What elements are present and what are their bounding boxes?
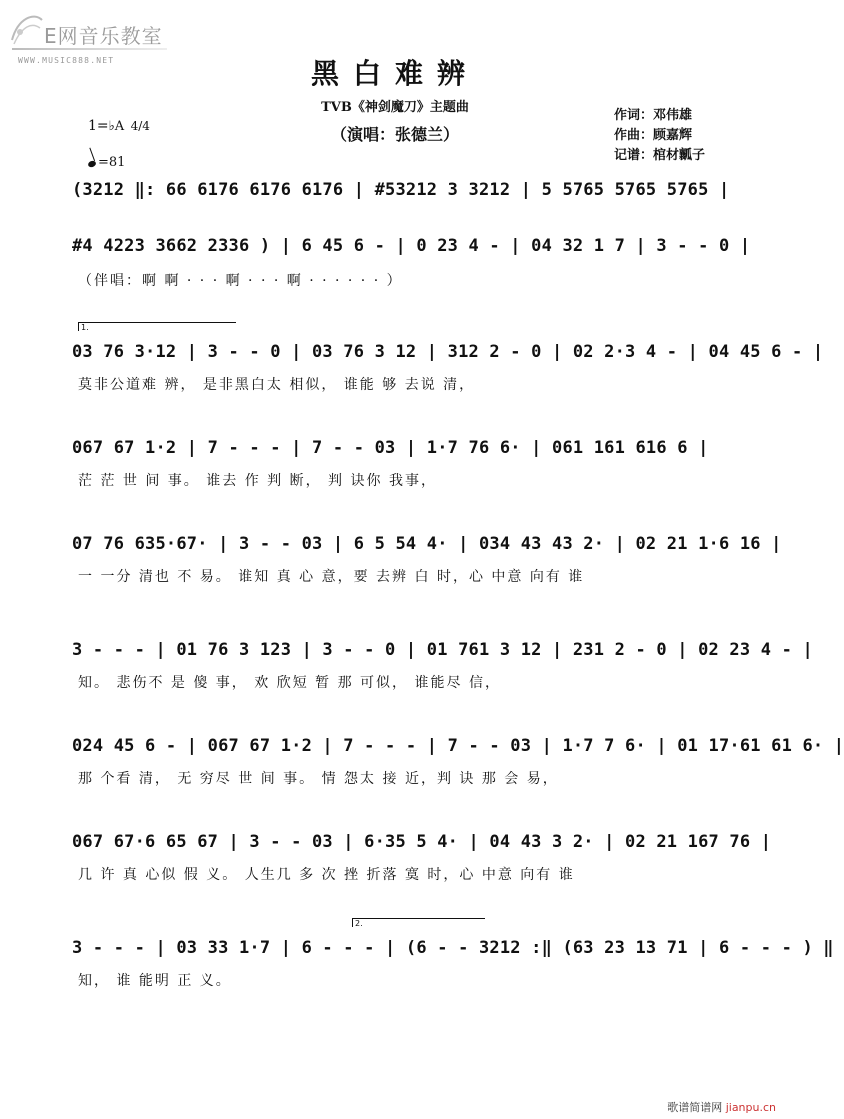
notation-row-5: 07 76 635·67· | 3 - - 03 | 6 5 54 4· | 034 43 43 2· | 02 21 1·6 16 | — [72, 534, 782, 554]
lyric-row-6: 知。 悲伤不 是 傻 事， 欢 欣短 暂 那 可似， 谁能尽 信， — [78, 675, 501, 691]
song-subtitle: TVB《神剑魔刀》主题曲 — [321, 100, 469, 115]
footer-watermark — [667, 1099, 776, 1115]
notation-row-4: 067 67 1·2 | 7 - - - | 7 - - 03 | 1·7 76 6· | 061 161 616 6 | — [72, 438, 709, 458]
notation-row-6: 3 - - - | 01 76 3 123 | 3 - - 0 | 01 761 3 12 | 231 2 - 0 | 02 23 4 - | — [72, 640, 813, 660]
time-signature: 4/4 — [130, 119, 150, 133]
key-signature — [88, 118, 150, 134]
footer-label: 歌谱简谱网 — [667, 1101, 723, 1114]
logo-name: E网音乐教室 — [44, 24, 163, 48]
logo-underline — [12, 48, 167, 50]
lyric-row-8: 几 许 真 心似 假 义。 人生几 多 次 挫 折落 寞 时，心 中意 向有 谁 — [78, 867, 575, 883]
quarter-note-icon — [87, 160, 97, 168]
notation-row-1: (3212 ‖: 66 6176 6176 6176 | #53212 3 3212 | 5 5765 5765 5765 | — [72, 180, 730, 200]
tempo-marking — [88, 155, 125, 170]
first-ending-bracket: 1. — [78, 322, 236, 331]
notation-row-8: 067 67·6 65 67 | 3 - - 03 | 6·35 5 4· | 04 43 3 2· | 02 21 167 76 | — [72, 832, 772, 852]
key-flat: ♭A — [108, 119, 125, 134]
song-title: 黑白难辨 — [310, 57, 479, 90]
notation-row-2: #4 4223 3662 2336 ) | 6 45 6 - | 0 23 4 - | 04 32 1 7 | 3 - - 0 | — [72, 236, 751, 256]
logo-swirl-icon — [8, 10, 44, 46]
composer-credit: 作曲：顾嘉辉 — [614, 128, 693, 143]
notation-row-9: 3 - - - | 03 33 1·7 | 6 - - - | (6 - - 3212 :‖ (63 23 13 71 | 6 - - - ) ‖ — [72, 938, 834, 958]
second-ending-bracket: 2. — [352, 918, 485, 927]
notation-row-3: 03 76 3·12 | 3 - - 0 | 03 76 3 12 | 312 2 - 0 | 02 2·3 4 - | 04 45 6 - | — [72, 342, 824, 362]
lyricist-credit: 作词：邓伟雄 — [614, 108, 693, 123]
lyric-row-9: 知， 谁 能明 正 义。 — [78, 973, 232, 989]
lyric-row-5: 一 一分 清也 不 易。 谁知 真 心 意，要 去辨 白 时，心 中意 向有 谁 — [78, 569, 585, 585]
logo-url: WWW.MUSIC888.NET — [18, 56, 115, 65]
lyric-row-3: 莫非公道难 辨， 是非黑白太 相似， 谁能 够 去说 清， — [78, 377, 476, 393]
lyric-row-2: （伴唱：啊 啊 · · · 啊 · · · 啊 · · · · · · ） — [78, 273, 403, 289]
notation-row-7: 024 45 6 - | 067 67 1·2 | 7 - - - | 7 - - 03 | 1·7 7 6· | 01 17·61 61 6· | — [72, 736, 844, 756]
singer-credit: （演唱：张德兰） — [330, 125, 459, 144]
tempo-value: =81 — [98, 155, 126, 170]
lyric-row-7: 那 个看 清， 无 穷尽 世 间 事。 情 怨太 接 近，判 诀 那 会 易， — [78, 771, 559, 787]
footer-site: jianpu.cn — [725, 1101, 776, 1114]
key-prefix: 1= — [88, 118, 109, 134]
lyric-row-4: 茫 茫 世 间 事。 谁去 作 判 断， 判 诀你 我事， — [78, 473, 437, 489]
transcriber-credit: 记谱：棺材瓤子 — [614, 148, 706, 163]
